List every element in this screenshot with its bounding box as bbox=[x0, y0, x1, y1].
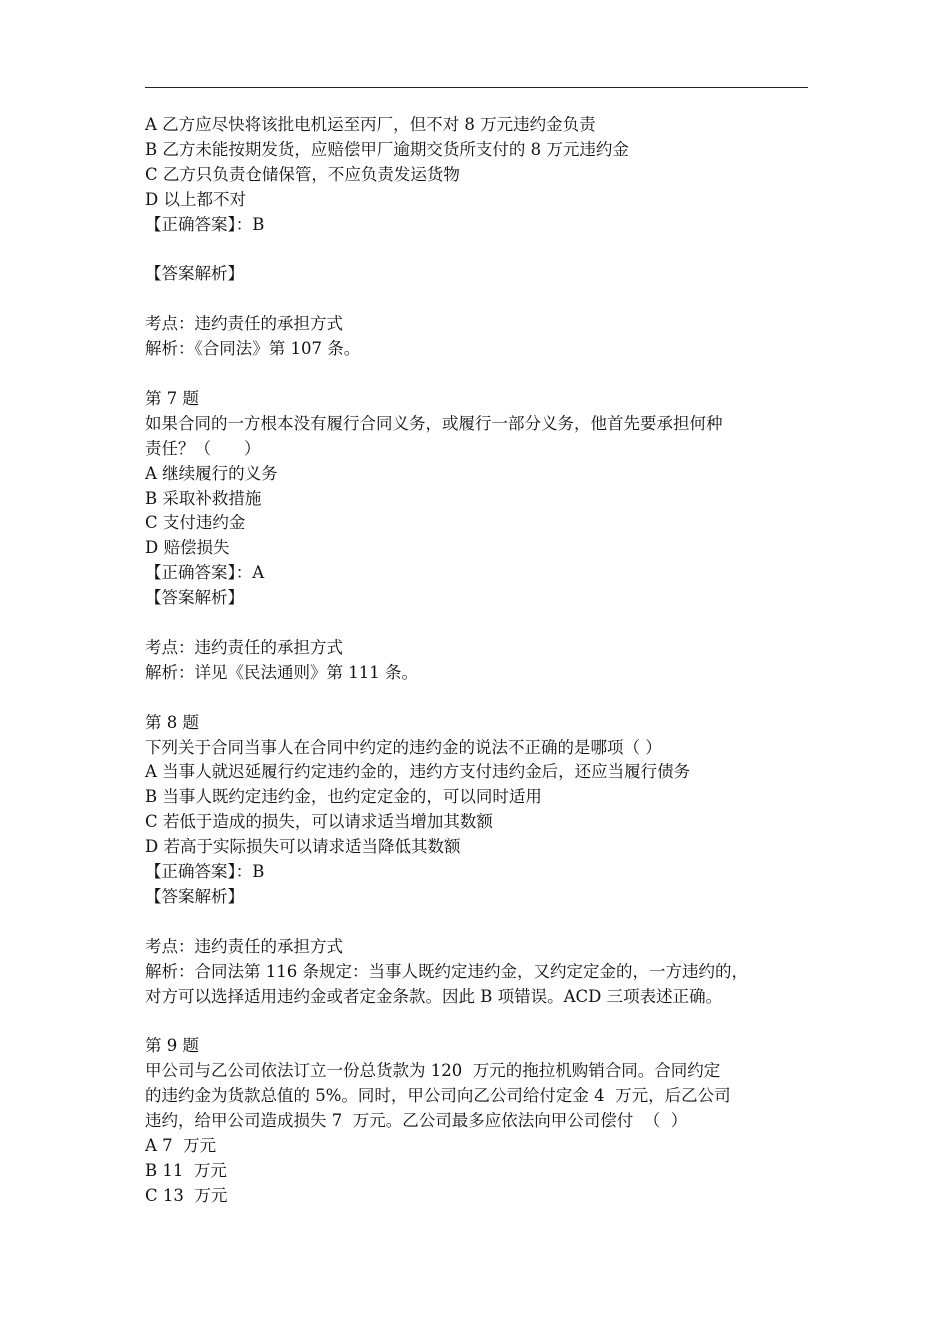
text-line: 考点：违约责任的承担方式 bbox=[145, 936, 343, 956]
text-line: 如果合同的一方根本没有履行合同义务，或履行一部分义务，他首先要承担何种 bbox=[145, 413, 723, 433]
text-line: A 当事人就迟延履行约定违约金的，违约方支付违约金后，还应当履行债务 bbox=[145, 762, 691, 782]
blank-line bbox=[145, 238, 813, 263]
blank-line bbox=[145, 287, 813, 312]
text-line: B 采取补救措施 bbox=[145, 488, 262, 508]
text-line: 考点：违约责任的承担方式 bbox=[145, 314, 343, 334]
text-line: C 乙方只负责仓储保管，不应负责发运货物 bbox=[145, 164, 460, 184]
blank-line bbox=[145, 611, 813, 636]
text-line: 【正确答案】：B bbox=[145, 214, 265, 234]
text-line: 第 8 题 bbox=[145, 712, 199, 732]
text-line: C 支付违约金 bbox=[145, 513, 246, 533]
text-line: 对方可以选择适用违约金或者定金条款。因此 B 项错误。ACD 三项表述正确。 bbox=[145, 986, 723, 1006]
text-line: C 13 万元 bbox=[145, 1185, 228, 1205]
text-line: D 若高于实际损失可以请求适当降低其数额 bbox=[145, 837, 461, 857]
text-line: 【正确答案】：B bbox=[145, 862, 265, 882]
header-rule bbox=[145, 87, 808, 88]
text-line: B 乙方未能按期发货，应赔偿甲厂逾期交货所支付的 8 万元违约金 bbox=[145, 139, 629, 159]
text-line: 第 9 题 bbox=[145, 1036, 199, 1056]
text-line: C 若低于造成的损失，可以请求适当增加其数额 bbox=[145, 812, 493, 832]
text-line: 【正确答案】：A bbox=[145, 563, 265, 583]
text-line: 第 7 题 bbox=[145, 388, 199, 408]
text-line: A 继续履行的义务 bbox=[145, 463, 278, 483]
text-line: A 7 万元 bbox=[145, 1136, 217, 1156]
text-line: B 当事人既约定违约金，也约定定金的，可以同时适用 bbox=[145, 787, 542, 807]
text-line: D 以上都不对 bbox=[145, 189, 246, 209]
text-line: 考点：违约责任的承担方式 bbox=[145, 637, 343, 657]
text-line: 【答案解析】 bbox=[145, 264, 244, 284]
text-line: 责任？（ ） bbox=[145, 438, 261, 458]
text-line: D 赔偿损失 bbox=[145, 538, 230, 558]
text-line: A 乙方应尽快将该批电机运至丙厂，但不对 8 万元违约金负责 bbox=[145, 115, 596, 134]
text-line: 解析：《合同法》第 107 条。 bbox=[145, 339, 361, 359]
text-line: 解析：详见《民法通则》第 111 条。 bbox=[145, 662, 418, 682]
blank-line bbox=[145, 686, 813, 711]
text-line: 的违约金为货款总值的 5%。同时，甲公司向乙公司给付定金 4 万元，后乙公司 bbox=[145, 1086, 731, 1106]
blank-line bbox=[145, 1010, 813, 1035]
text-line: 违约，给甲公司造成损失 7 万元。乙公司最多应依法向甲公司偿付 （ ） bbox=[145, 1111, 688, 1131]
text-line: B 11 万元 bbox=[145, 1160, 227, 1180]
blank-line bbox=[145, 362, 813, 387]
text-line: 甲公司与乙公司依法订立一份总货款为 120 万元的拖拉机购销合同。合同约定 bbox=[145, 1061, 721, 1081]
text-line: 解析：合同法第 116 条规定：当事人既约定违约金，又约定定金的，一方违约的， bbox=[145, 961, 748, 981]
blank-line bbox=[145, 910, 813, 935]
text-line: 【答案解析】 bbox=[145, 588, 244, 608]
text-line: 下列关于合同当事人在合同中约定的违约金的说法不正确的是哪项（ ） bbox=[145, 737, 662, 757]
text-line: 【答案解析】 bbox=[145, 887, 244, 907]
document-body bbox=[145, 113, 813, 1209]
